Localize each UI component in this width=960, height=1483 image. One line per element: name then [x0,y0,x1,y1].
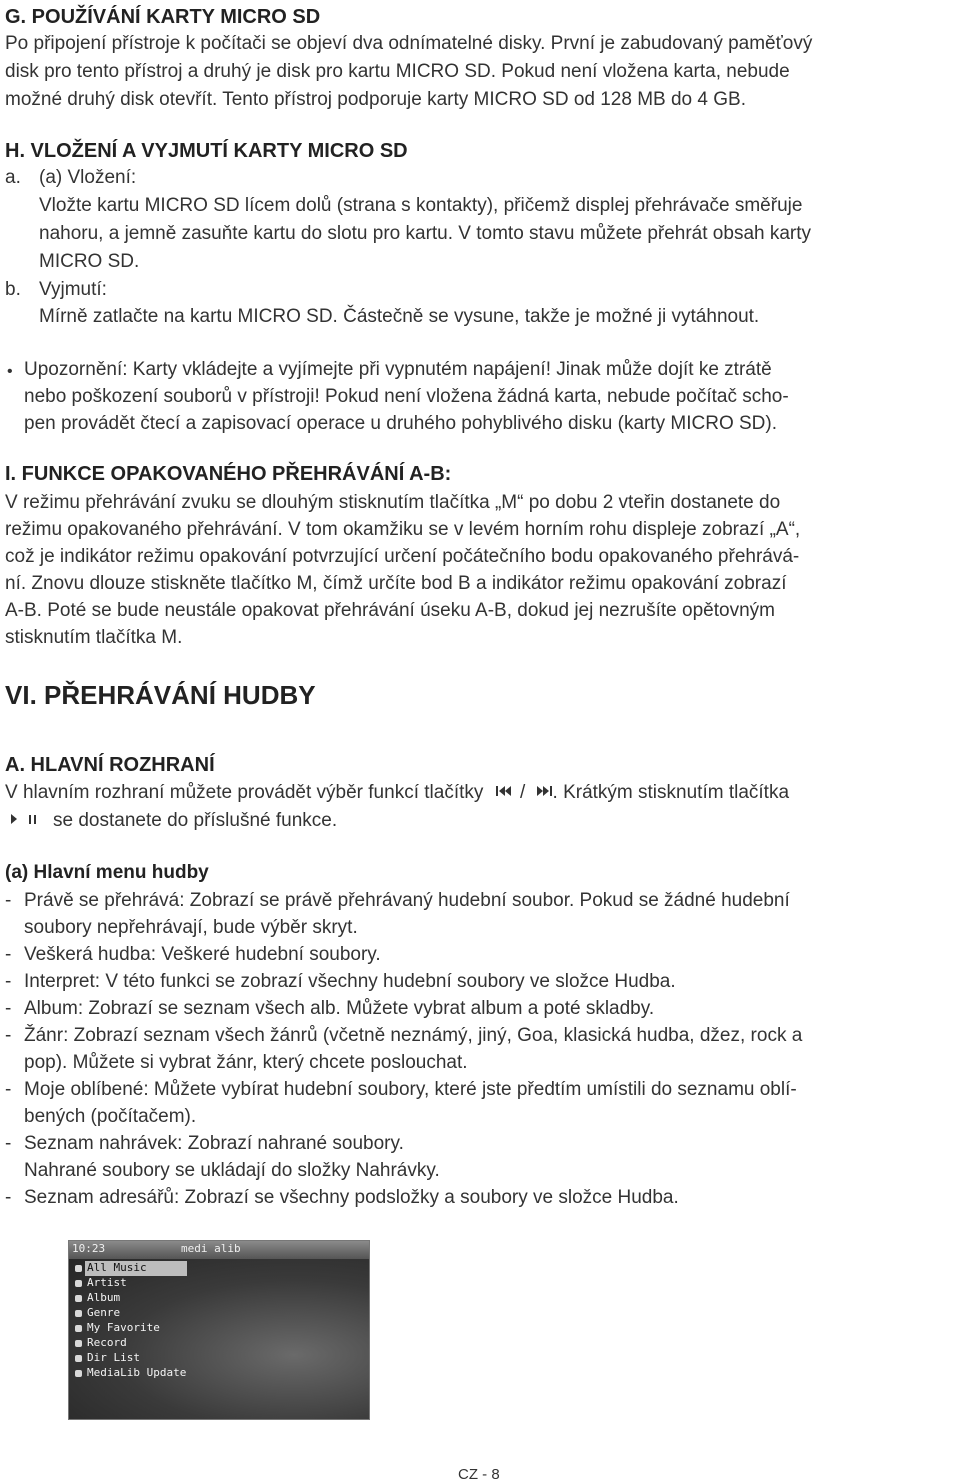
device-menu-item-album: Album [87,1291,121,1304]
section-a-line-2 [5,807,337,835]
note-line: pen provádět čtecí a zapisovací operace u druhého pohyblivého disku (karty MICRO SD). [24,413,777,434]
page-number: CZ - 8 [458,1466,500,1483]
device-status-bar [69,1241,369,1259]
section-g-heading: G. POUŽÍVÁNÍ KARTY MICRO SD [5,6,321,28]
section-a-separator: / [519,782,526,804]
play-pause-icon [9,807,39,835]
device-menu [69,1259,369,1419]
list-dash: - [5,1025,12,1046]
album-icon [75,1295,82,1302]
device-menu-item-all-music: All Music [85,1261,187,1276]
section-g-line: Po připojení přístroje k počítači se objeví dva odnímatelné disky. První je zabudovaný paměťový [5,33,813,54]
device-menu-item-dir-list: Dir List [87,1351,140,1364]
section-a-line-1 [5,779,789,807]
section-h-heading: H. VLOŽENÍ A VYJMUTÍ KARTY MICRO SD [5,140,408,162]
device-clock: 10:23 [72,1242,106,1255]
item-a-line: Vložte kartu MICRO SD lícem dolů (strana s kontakty), přičemž displej přehrávače směřuje [39,195,803,216]
section-a-line-1-end: . Krátkým stisknutím tlačítka [552,782,790,804]
list-item: Nahrané soubory se ukládají do složky Nahrávky. [24,1160,440,1181]
section-i-line: ní. Znovu dlouze stiskněte tlačítko M, čímž určíte bod B a indikátor režimu opakování zobrazí [5,573,787,594]
list-item: Seznam nahrávek: Zobrazí nahrané soubory. [24,1133,404,1154]
list-dash: - [5,1187,12,1208]
bullet-icon: • [7,363,13,380]
item-b-label: b. [5,279,21,300]
item-a-label: a. [5,167,21,188]
genre-icon [75,1310,82,1317]
section-i-line: stisknutím tlačítka M. [5,627,183,648]
list-item: Veškerá hudba: Veškeré hudební soubory. [24,944,381,965]
device-menu-item-genre: Genre [87,1306,121,1319]
list-dash: - [5,944,12,965]
music-note-icon [75,1265,82,1272]
item-a-line: MICRO SD. [39,251,140,272]
section-g-line: disk pro tento přístroj a druhý je disk pro kartu MICRO SD. Pokud není vložena karta, nebude [5,61,790,82]
note-line: nebo poškození souborů v přístroji! Pokud není vložena žádná karta, nebude počítač scho- [24,386,789,407]
section-g-line: možné druhý disk otevřít. Tento přístroj podporuje karty MICRO SD od 128 MB do 4 GB. [5,89,746,110]
record-icon [75,1340,82,1347]
section-a-heading: A. HLAVNÍ ROZHRANÍ [5,754,215,776]
section-i-heading: I. FUNKCE OPAKOVANÉHO PŘEHRÁVÁNÍ A-B: [5,463,452,485]
favorite-icon [75,1325,82,1332]
list-dash: - [5,971,12,992]
item-a-title: (a) Vložení: [39,167,137,188]
section-a-line-1-start: V hlavním rozhraní můžete provádět výběr funkcí tlačítky [5,782,484,804]
list-dash: - [5,1133,12,1154]
item-b-title: Vyjmutí: [39,279,107,300]
list-item: Právě se přehrává: Zobrazí se právě přehrávaný hudební soubor. Pokud se žádné hudební [24,890,790,911]
list-item: pop). Můžete si vybrat žánr, který chcete poslouchat. [24,1052,468,1073]
list-item: soubory nepřehrávají, bude výběr skryt. [24,917,358,938]
list-item: Album: Zobrazí se seznam všech alb. Můžete vybrat album a poté skladby. [24,998,655,1019]
device-menu-item-my-favorite: My Favorite [87,1321,160,1334]
device-screenshot [68,1240,370,1420]
chapter-vi-heading: VI. PŘEHRÁVÁNÍ HUDBY [5,680,316,710]
list-item: Moje oblíbené: Můžete vybírat hudební soubory, které jste předtím umístili do seznamu oblí- [24,1079,797,1100]
section-i-line: což je indikátor režimu opakování potvrzující určení počátečního bodu opakovaného přehrává- [5,546,800,567]
update-icon [75,1370,82,1377]
section-i-line: A-B. Poté se bude neustále opakovat přehrávání úseku A-B, dokud jej nezrušíte opětovným [5,600,775,621]
device-menu-item-medialib-update: MediaLib Update [87,1366,187,1379]
music-menu-heading: (a) Hlavní menu hudby [5,862,209,883]
device-screen-title: medi alib [181,1242,241,1255]
note-line: Upozornění: Karty vkládejte a vyjímejte při vypnutém napájení! Jinak může dojít ke ztrátě [24,359,772,380]
artist-icon [75,1280,82,1287]
item-b-line: Mírně zatlačte na kartu MICRO SD. Částečně se vysune, takže je možné ji vytáhnout. [39,306,760,327]
prev-track-icon [495,779,513,807]
list-dash: - [5,1079,12,1100]
next-track-icon [535,779,553,807]
device-menu-item-artist: Artist [87,1276,127,1289]
section-i-line: režimu opakovaného přehrávání. V tom okamžiku se v levém horním rohu displeje zobrazí „A“, [5,519,801,540]
list-item: bených (počítačem). [24,1106,197,1127]
section-i-line: V režimu přehrávání zvuku se dlouhým stisknutím tlačítka „M“ po dobu 2 vteřin dostanete do [5,492,781,513]
list-item: Seznam adresářů: Zobrazí se všechny podsložky a soubory ve složce Hudba. [24,1187,679,1208]
device-menu-item-record: Record [87,1336,127,1349]
item-a-line: nahoru, a jemně zasuňte kartu do slotu pro kartu. V tomto stavu můžete přehrát obsah karty [39,223,812,244]
list-dash: - [5,890,12,911]
list-item: Žánr: Zobrazí seznam všech žánrů (včetně neznámý, jiný, Goa, klasická hudba, džez, rock a [24,1025,803,1046]
list-dash: - [5,998,12,1019]
list-item: Interpret: V této funkci se zobrazí všechny hudební soubory ve složce Hudba. [24,971,676,992]
section-a-line-2-text: se dostanete do příslušné funkce. [53,810,338,832]
folder-icon [75,1355,82,1362]
